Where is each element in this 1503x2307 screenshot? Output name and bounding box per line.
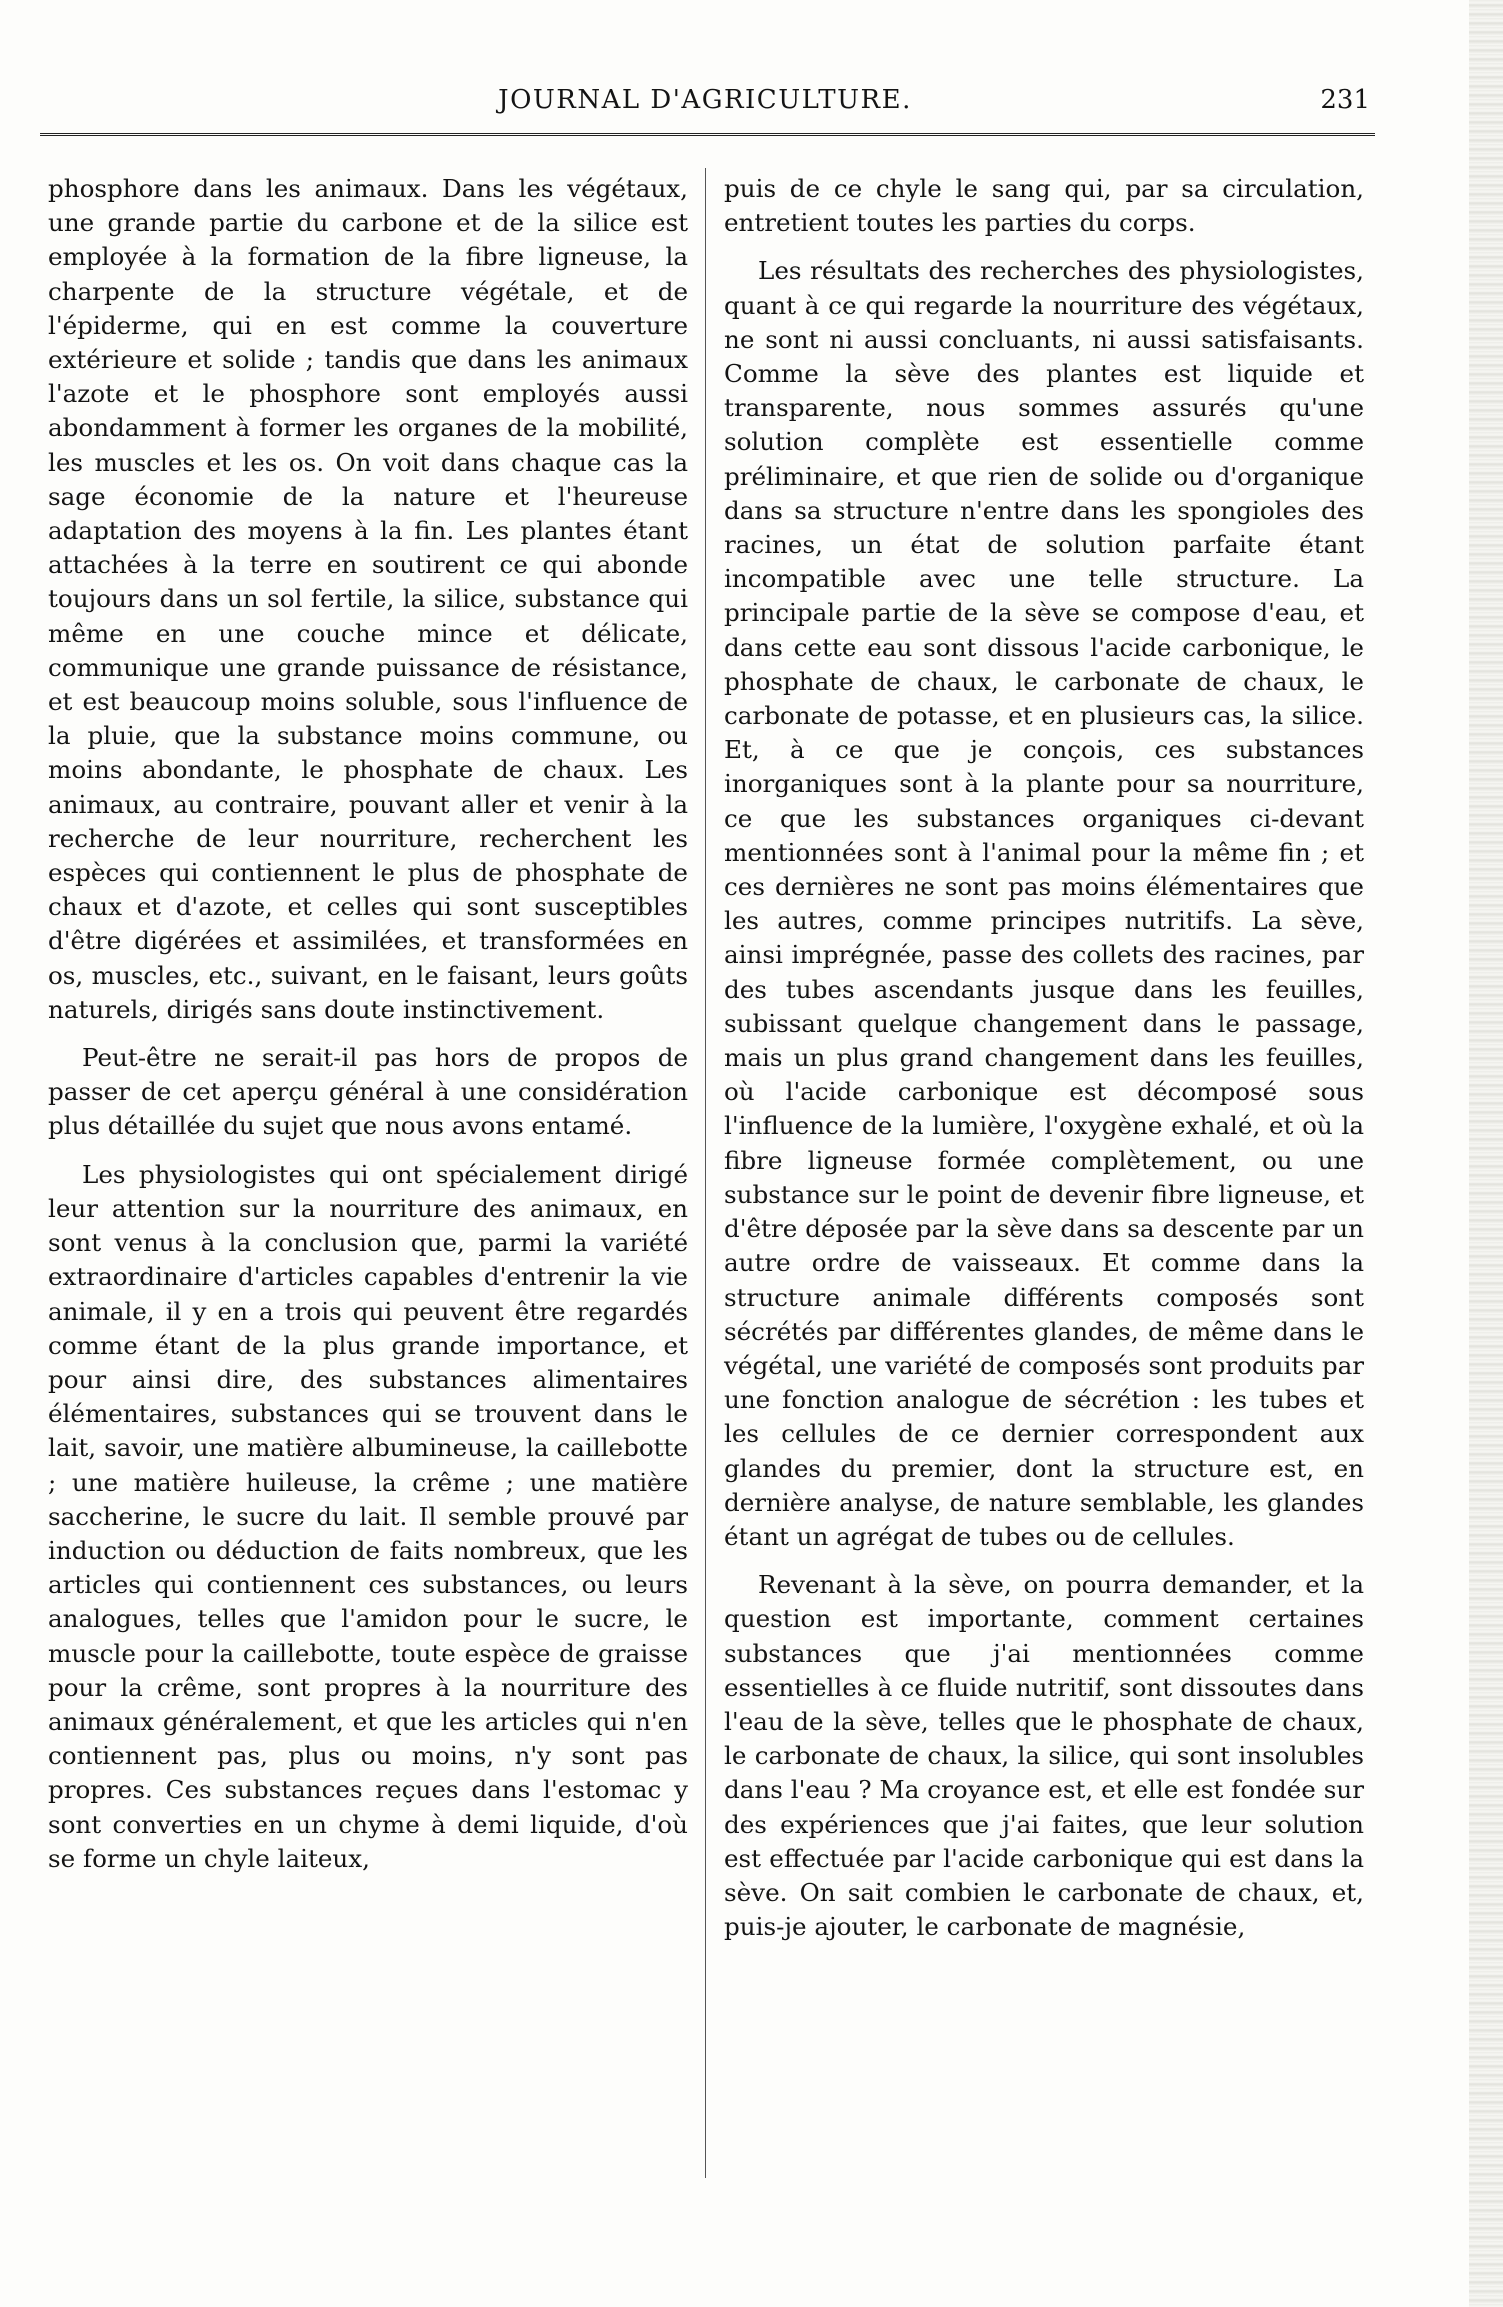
column-divider: [705, 168, 706, 2178]
right-paragraph-2: Les résultats des recherches des physiologistes, quant à ce qui regarde la nourriture des végétaux, ne sont ni aussi concluants, ni aussi satisfaisants. Comme la sève des plantes est liquide et transparente, nous sommes assurés qu'une solution complète est essentielle comme préliminaire, et que rien de solide ou d'organique dans sa structure n'entre dans les spongioles des racines, un état de solution parfaite étant incompatible avec une telle structure. La principale partie de la sève se compose d'eau, et dans cette eau sont dissous l'acide carbonique, le phosphate de chaux, le carbonate de chaux, le carbonate de potasse, et en plusieurs cas, la silice. Et, à ce que je conçois, ces substances inorganiques sont à la plante pour sa nourriture, ce que les substances organiques ci-devant mentionnées sont à l'animal pour la même fin ; et ces dernières ne sont pas moins élémentaires que les autres, comme principes nutritifs. La sève, ainsi imprégnée, passe des collets des racines, par des tubes ascendants jusque dans les feuilles, subissant quelque changement dans le passage, mais un plus grand changement dans les feuilles, où l'acide carbonique est décomposé sous l'influence de la lumière, l'oxygène exhalé, et où la fibre ligneuse formée complètement, ou une substance sur le point de devenir fibre ligneuse, et d'être déposée par la sève dans sa descente par un autre ordre de vaisseaux. Et comme dans la structure animale différents composés sont sécrétés par différentes glandes, de même dans le végétal, une variété de composés sont produits par une fonction analogue de sécrétion : les tubes et les cellules de ce dernier correspondent aux glandes du premier, dont la structure est, en dernière analyse, de nature semblable, les glandes étant un agrégat de tubes ou de cellules.: [724, 256, 1364, 1551]
page-header: [40, 80, 1370, 126]
left-paragraph-1: phosphore dans les animaux. Dans les végétaux, une grande partie du carbone et de la silice est employée à la formation de la fibre ligneuse, la charpente de la structure végétale, et de l'épiderme, qui en est comme la couverture extérieure et solide ; tandis que dans les animaux l'azote et le phosphore sont employés aussi abondamment à former les organes de la mobilité, les muscles et les os. On voit dans chaque cas la sage économie de la nature et l'heureuse adaptation des moyens à la fin. Les plantes étant attachées à la terre en soutirent ce qui abonde toujours dans un sol fertile, la silice, substance qui même en une couche mince et délicate, communique une grande puissance de résistance, et est beaucoup moins soluble, sous l'influence de la pluie, que la substance moins commune, ou moins abondante, le phosphate de chaux. Les animaux, au contraire, pouvant aller et venir à la recherche de leur nourriture, recherchent les espèces qui contiennent le plus de phosphate de chaux et d'azote, et celles qui sont susceptibles d'être digérées et assimilées, et transformées en os, muscles, etc., suivant, en le faisant, leurs goûts naturels, dirigés sans doute instinctivement.: [48, 174, 688, 1024]
right-column: [724, 172, 1364, 1958]
page-number: 231: [1320, 85, 1370, 115]
left-column: [48, 172, 688, 1890]
header-rule: [40, 133, 1375, 139]
page-edge-strip: [1469, 0, 1503, 2307]
left-paragraph-3: Les physiologistes qui ont spécialement dirigé leur attention sur la nourriture des animaux, en sont venus à la conclusion que, parmi la variété extraordinaire d'articles capables d'entrenir la vie animale, il y en a trois qui peuvent être regardés comme étant de la plus grande importance, et pour ainsi dire, des substances alimentaires élémentaires, substances qui se trouvent dans le lait, savoir, une matière albumineuse, la caillebotte ; une matière huileuse, la crême ; une matière saccherine, le sucre du lait. Il semble prouvé par induction ou déduction de faits nombreux, que les articles qui contiennent ces substances, ou leurs analogues, telles que l'amidon pour le sucre, le muscle pour la caillebotte, toute espèce de graisse pour la crême, sont propres à la nourriture des animaux généralement, et que les articles qui n'en contiennent pas, plus ou moins, n'y sont pas propres. Ces substances reçues dans l'estomac y sont converties en un chyme à demi liquide, d'où se forme un chyle laiteux,: [48, 1159, 688, 1873]
running-title: JOURNAL D'AGRICULTURE.: [498, 85, 912, 115]
left-paragraph-2: Peut-être ne serait-il pas hors de propos de passer de cet aperçu général à une considération plus détaillée du sujet que nous avons entamé.: [48, 1043, 688, 1141]
right-paragraph-1: puis de ce chyle le sang qui, par sa circulation, entretient toutes les parties du corps.: [724, 174, 1364, 238]
right-paragraph-3: Revenant à la sève, on pourra demander, et la question est importante, comment certaines substances que j'ai mentionnées comme essentielles à ce fluide nutritif, sont dissoutes dans l'eau de la sève, telles que le phosphate de chaux, le carbonate de chaux, la silice, qui sont insolubles dans l'eau ? Ma croyance est, et elle est fondée sur des expériences que j'ai faites, que leur solution est effectuée par l'acide carbonique qui est dans la sève. On sait combien le carbonate de chaux, et, puis-je ajouter, le carbonate de magnésie,: [724, 1570, 1364, 1942]
